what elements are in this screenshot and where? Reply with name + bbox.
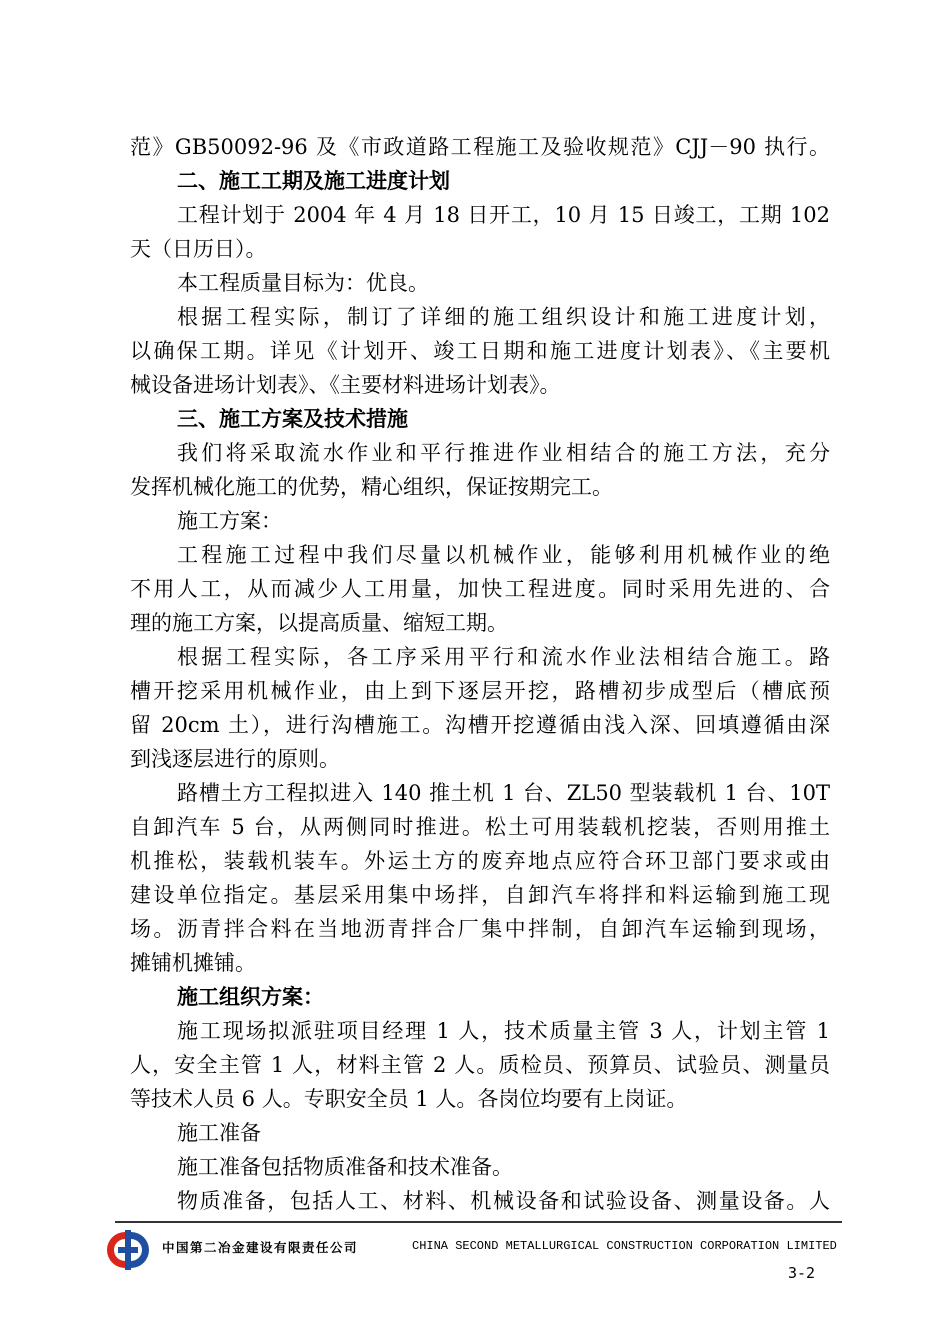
body-line-15: 理的施工方案，以提高质量、缩短工期。 [130,611,508,635]
subheading-construction-plan: 施工方案： [177,509,282,533]
body-line-19: 到浅逐层进行的原则。 [130,747,340,771]
body-line-11: 发挥机械化施工的优势，精心组织，保证按期完工。 [130,475,613,499]
body-line-14: 不用人工，从而减少人工用量，加快工程进度。同时采用先进的、合 [130,577,830,601]
body-line-6: 根据工程实际，制订了详细的施工组织设计和施工进度计划， [177,305,830,329]
company-logo-icon [106,1228,150,1272]
body-line-25: 摊铺机摊铺。 [130,951,256,975]
body-line-31: 施工准备包括物质准备和技术准备。 [177,1155,513,1179]
body-line-24: 场。沥青拌合料在当地沥青拌合厂集中拌制，自卸汽车运输到现场， [130,917,830,941]
body-line-18: 留 20cm 土），进行沟槽施工。沟槽开挖遵循由浅入深、回填遵循由深 [130,713,830,737]
body-line-7: 以确保工期。详见《计划开、竣工日期和施工进度计划表》、《主要机 [130,339,830,363]
body-line-23: 建设单位指定。基层采用集中场拌，自卸汽车将拌和料运输到施工现 [130,883,830,907]
body-line-3: 工程计划于 2004 年 4 月 18 日开工，10 月 15 日竣工，工期 102 [177,203,830,227]
body-line-10: 我们将采取流水作业和平行推进作业相结合的施工方法，充分 [177,441,830,465]
body-line-5: 本工程质量目标为：优良。 [177,271,429,295]
footer-divider [115,1221,842,1223]
subheading-organization-plan: 施工组织方案： [177,985,324,1009]
body-line-29: 等技术人员 6 人。专职安全员 1 人。各岗位均要有上岗证。 [130,1087,688,1111]
body-line-27: 施工现场拟派驻项目经理 1 人，技术质量主管 3 人，计划主管 1 [177,1019,830,1043]
body-line-28: 人，安全主管 1 人，材料主管 2 人。质检员、预算员、试验员、测量员 [130,1053,830,1077]
subheading-preparation: 施工准备 [177,1121,261,1145]
body-line-20: 路槽土方工程拟进入 140 推土机 1 台、ZL50 型装载机 1 台、10T [177,781,830,805]
page-number: 3-2 [788,1264,816,1282]
body-text [130,130,830,1218]
body-line-4: 天（日历日）。 [130,237,267,261]
body-line-1: 范》GB50092-96 及《市政道路工程施工及验收规范》CJJ－90 执行。 [130,135,830,159]
section-heading-2: 二、施工工期及施工进度计划 [177,169,450,193]
body-line-32: 物质准备，包括人工、材料、机械设备和试验设备、测量设备。人 [177,1189,830,1213]
body-line-8: 械设备进场计划表》、《主要材料进场计划表》。 [130,373,561,397]
body-line-22: 机推松，装载机装车。外运土方的废弃地点应符合环卫部门要求或由 [130,849,830,873]
body-line-13: 工程施工过程中我们尽量以机械作业，能够利用机械作业的绝 [177,543,830,567]
company-name-cn: 中国第二冶金建设有限责任公司 [162,1240,359,1255]
section-heading-3: 三、施工方案及技术措施 [177,407,408,431]
company-name-en: CHINA SECOND METALLURGICAL CONSTRUCTION CORPORATION LIMITED [412,1239,837,1253]
body-line-21: 自卸汽车 5 台，从两侧同时推进。松土可用装载机挖装，否则用推土 [130,815,830,839]
body-line-16: 根据工程实际，各工序采用平行和流水作业法相结合施工。路 [177,645,830,669]
body-line-17: 槽开挖采用机械作业，由上到下逐层开挖，路槽初步成型后（槽底预 [130,679,830,703]
